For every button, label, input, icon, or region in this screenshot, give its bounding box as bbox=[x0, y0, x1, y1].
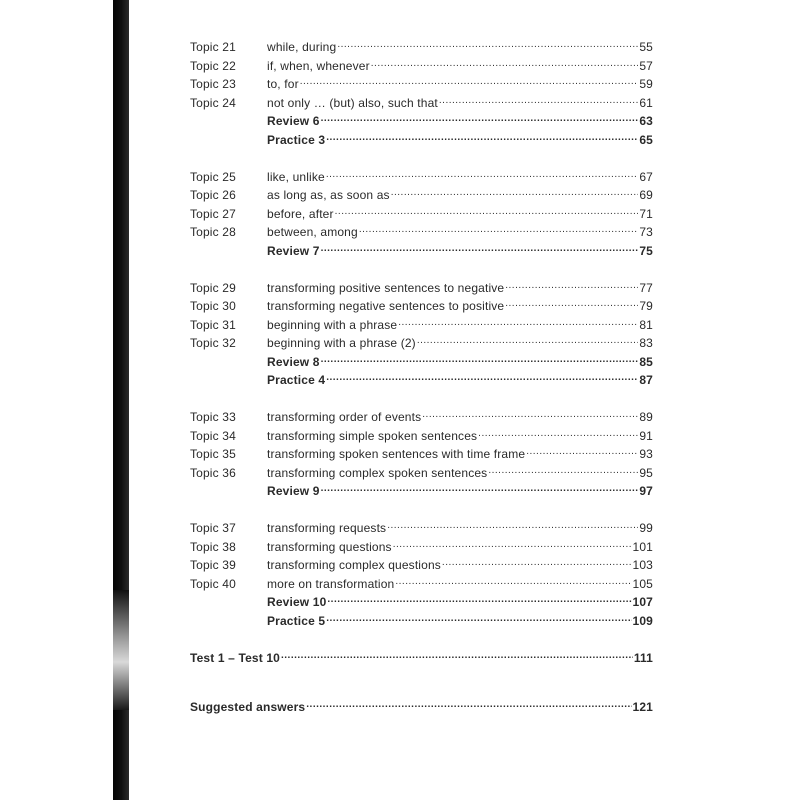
toc-entry-title: transforming complex questions bbox=[267, 558, 441, 572]
toc-entry-title: Review 10 bbox=[267, 595, 327, 609]
toc-entry-page: 107 bbox=[632, 595, 653, 609]
toc-entry-topic[interactable] bbox=[190, 74, 653, 93]
toc-entry-page: 83 bbox=[639, 336, 653, 350]
toc-entry-title: like, unlike bbox=[267, 169, 325, 184]
toc-entry-title: beginning with a phrase bbox=[267, 317, 398, 332]
toc-entry-topic[interactable] bbox=[190, 463, 653, 482]
toc-entry-title: transforming positive sentences to negative bbox=[267, 280, 505, 295]
toc-entry-page: 105 bbox=[632, 576, 653, 591]
dot-leader bbox=[371, 56, 639, 70]
toc-topic-number: Topic 30 bbox=[190, 299, 236, 313]
toc-groups bbox=[190, 37, 653, 629]
toc-entry-topic[interactable] bbox=[190, 222, 653, 241]
toc-entry-page: 109 bbox=[632, 613, 653, 628]
toc-topic-number: Topic 27 bbox=[190, 206, 236, 221]
toc-entry-page: 85 bbox=[639, 354, 653, 369]
toc-entry-title: transforming complex spoken sentences bbox=[267, 465, 488, 480]
dot-leader bbox=[326, 130, 638, 144]
toc-entry-title: if, when, whenever bbox=[267, 58, 370, 73]
toc-entry-review[interactable] bbox=[190, 352, 653, 371]
toc-entry-review[interactable] bbox=[190, 130, 653, 149]
dot-leader bbox=[306, 697, 631, 711]
toc-entry-page: 87 bbox=[639, 373, 653, 387]
toc-entry-page: 73 bbox=[639, 225, 653, 239]
toc-entry-review[interactable] bbox=[190, 592, 653, 611]
toc-entry-topic[interactable] bbox=[190, 444, 653, 463]
toc-topic-number: Topic 36 bbox=[190, 465, 236, 480]
toc-topic-number: Topic 29 bbox=[190, 280, 236, 295]
toc-topic-number: Topic 34 bbox=[190, 428, 236, 443]
dot-leader bbox=[335, 204, 639, 218]
toc-topic-number: Topic 38 bbox=[190, 539, 236, 554]
toc-entry-title: transforming questions bbox=[267, 539, 392, 554]
toc-entry-topic[interactable] bbox=[190, 167, 653, 186]
toc-topic-number: Topic 31 bbox=[190, 317, 236, 332]
toc-entry-page: 103 bbox=[632, 558, 653, 572]
toc-entry-title: as long as, as soon as bbox=[267, 188, 390, 202]
dot-leader bbox=[321, 352, 639, 366]
dot-leader bbox=[439, 93, 638, 107]
toc-entry-page: 79 bbox=[639, 299, 653, 313]
toc-entry-page: 93 bbox=[639, 447, 653, 461]
toc-section bbox=[190, 518, 653, 629]
dot-leader bbox=[326, 167, 639, 181]
toc-entry-topic[interactable] bbox=[190, 56, 653, 75]
toc-topic-number: Topic 25 bbox=[190, 169, 236, 184]
toc-entry-page: 67 bbox=[639, 169, 653, 184]
dot-leader bbox=[321, 111, 639, 125]
toc-entry-topic[interactable] bbox=[190, 333, 653, 352]
dot-leader bbox=[505, 278, 638, 292]
toc-entry-topic[interactable] bbox=[190, 278, 653, 297]
dot-leader bbox=[387, 518, 638, 532]
dot-leader bbox=[478, 426, 638, 440]
toc-entry-topic[interactable] bbox=[190, 574, 653, 593]
dot-leader bbox=[300, 74, 639, 88]
toc-topic-number: Topic 21 bbox=[190, 40, 236, 54]
toc-entry-page: 75 bbox=[639, 243, 653, 258]
toc-entry-page: 55 bbox=[639, 40, 653, 54]
dot-leader bbox=[281, 648, 633, 662]
toc-entry-page: 99 bbox=[639, 521, 653, 535]
toc-topic-number: Topic 28 bbox=[190, 225, 236, 239]
toc-entry-page: 61 bbox=[639, 95, 653, 110]
dot-leader bbox=[327, 592, 631, 606]
toc-entry-title: more on transformation bbox=[267, 576, 395, 591]
toc-entry-topic[interactable] bbox=[190, 37, 653, 56]
toc-entry-title: not only … (but) also, such that bbox=[267, 95, 438, 110]
toc-section bbox=[190, 37, 653, 148]
toc-entry-review[interactable] bbox=[190, 241, 653, 260]
dot-leader bbox=[326, 611, 631, 625]
toc-entry-page: 95 bbox=[639, 465, 653, 480]
toc-entry-page: 89 bbox=[639, 410, 653, 424]
dot-leader bbox=[488, 463, 638, 477]
toc-entry-topic[interactable] bbox=[190, 407, 653, 426]
toc-entry-topic[interactable] bbox=[190, 315, 653, 334]
toc-entry-page: 69 bbox=[639, 188, 653, 202]
toc-entry-title: Practice 5 bbox=[267, 613, 326, 628]
toc-entry-title: Test 1 – Test 10 bbox=[190, 650, 280, 665]
toc-entry-title: Review 8 bbox=[267, 354, 320, 369]
toc-entry-page: 121 bbox=[632, 700, 653, 714]
toc-entry-page: 77 bbox=[639, 280, 653, 295]
toc-entry-suggested-answers[interactable] bbox=[190, 697, 653, 716]
toc-entry-topic[interactable] bbox=[190, 296, 653, 315]
toc-entry-title: to, for bbox=[267, 77, 299, 91]
toc-entry-topic[interactable] bbox=[190, 555, 653, 574]
dot-leader bbox=[321, 241, 639, 255]
toc-topic-number: Topic 32 bbox=[190, 336, 236, 350]
toc-entry-page: 91 bbox=[639, 428, 653, 443]
dot-leader bbox=[391, 185, 639, 199]
toc-entry-title: transforming spoken sentences with time frame bbox=[267, 447, 526, 461]
toc-section bbox=[190, 167, 653, 260]
dot-leader bbox=[393, 537, 632, 551]
toc-entry-title: Practice 3 bbox=[267, 132, 326, 147]
toc-entry-review[interactable] bbox=[190, 611, 653, 630]
dot-leader bbox=[526, 444, 638, 458]
toc-topic-number: Topic 23 bbox=[190, 77, 236, 91]
toc-entry-review[interactable] bbox=[190, 111, 653, 130]
toc-entry-topic[interactable] bbox=[190, 426, 653, 445]
toc-topic-number: Topic 33 bbox=[190, 410, 236, 424]
dot-leader bbox=[417, 333, 639, 347]
dot-leader bbox=[395, 574, 631, 588]
toc-entry-title: while, during bbox=[267, 40, 337, 54]
toc-entry-review[interactable] bbox=[190, 481, 653, 500]
toc-entry-page: 59 bbox=[639, 77, 653, 91]
dot-leader bbox=[505, 296, 638, 310]
toc-topic-number: Topic 37 bbox=[190, 521, 236, 535]
toc-topic-number: Topic 24 bbox=[190, 95, 236, 110]
dot-leader bbox=[326, 370, 638, 384]
toc-entry-title: Review 9 bbox=[267, 484, 320, 498]
toc-entry-review[interactable] bbox=[190, 370, 653, 389]
dot-leader bbox=[398, 315, 638, 329]
toc-entry-title: before, after bbox=[267, 206, 334, 221]
toc-topic-number: Topic 22 bbox=[190, 58, 236, 73]
toc-section bbox=[190, 278, 653, 389]
toc-entry-title: Review 6 bbox=[267, 114, 320, 128]
toc-entry-page: 57 bbox=[639, 58, 653, 73]
dot-leader bbox=[422, 407, 638, 421]
toc-topic-number: Topic 40 bbox=[190, 576, 236, 591]
toc-entry-page: 101 bbox=[632, 539, 653, 554]
dot-leader bbox=[321, 481, 639, 495]
toc-entry-tests[interactable] bbox=[190, 648, 653, 667]
dot-leader bbox=[442, 555, 632, 569]
toc-entry-page: 111 bbox=[633, 650, 653, 665]
toc-entry-topic[interactable] bbox=[190, 93, 653, 112]
toc-entry-title: between, among bbox=[267, 225, 358, 239]
toc-entry-page: 65 bbox=[639, 132, 653, 147]
toc-entry-page: 97 bbox=[639, 484, 653, 498]
toc-entry-page: 71 bbox=[639, 206, 653, 221]
toc-topic-number: Topic 39 bbox=[190, 558, 236, 572]
toc-entry-title: Suggested answers bbox=[190, 700, 306, 714]
toc-entry-title: beginning with a phrase (2) bbox=[267, 336, 416, 350]
dot-leader bbox=[359, 222, 639, 236]
toc-topic-number: Topic 35 bbox=[190, 447, 236, 461]
book-spine-shadow bbox=[113, 0, 129, 800]
toc-entry-title: transforming simple spoken sentences bbox=[267, 428, 478, 443]
toc-entry-topic[interactable] bbox=[190, 185, 653, 204]
table-of-contents bbox=[190, 37, 653, 716]
toc-entry-title: transforming order of events bbox=[267, 410, 422, 424]
toc-entry-title: transforming negative sentences to positive bbox=[267, 299, 505, 313]
dot-leader bbox=[337, 37, 638, 51]
toc-topic-number: Topic 26 bbox=[190, 188, 236, 202]
toc-entry-title: Review 7 bbox=[267, 243, 320, 258]
toc-entry-title: Practice 4 bbox=[267, 373, 326, 387]
toc-entry-topic[interactable] bbox=[190, 518, 653, 537]
toc-entry-page: 63 bbox=[639, 114, 653, 128]
toc-entry-topic[interactable] bbox=[190, 204, 653, 223]
toc-entry-topic[interactable] bbox=[190, 537, 653, 556]
toc-section bbox=[190, 407, 653, 500]
toc-entry-title: transforming requests bbox=[267, 521, 387, 535]
toc-entry-page: 81 bbox=[639, 317, 653, 332]
